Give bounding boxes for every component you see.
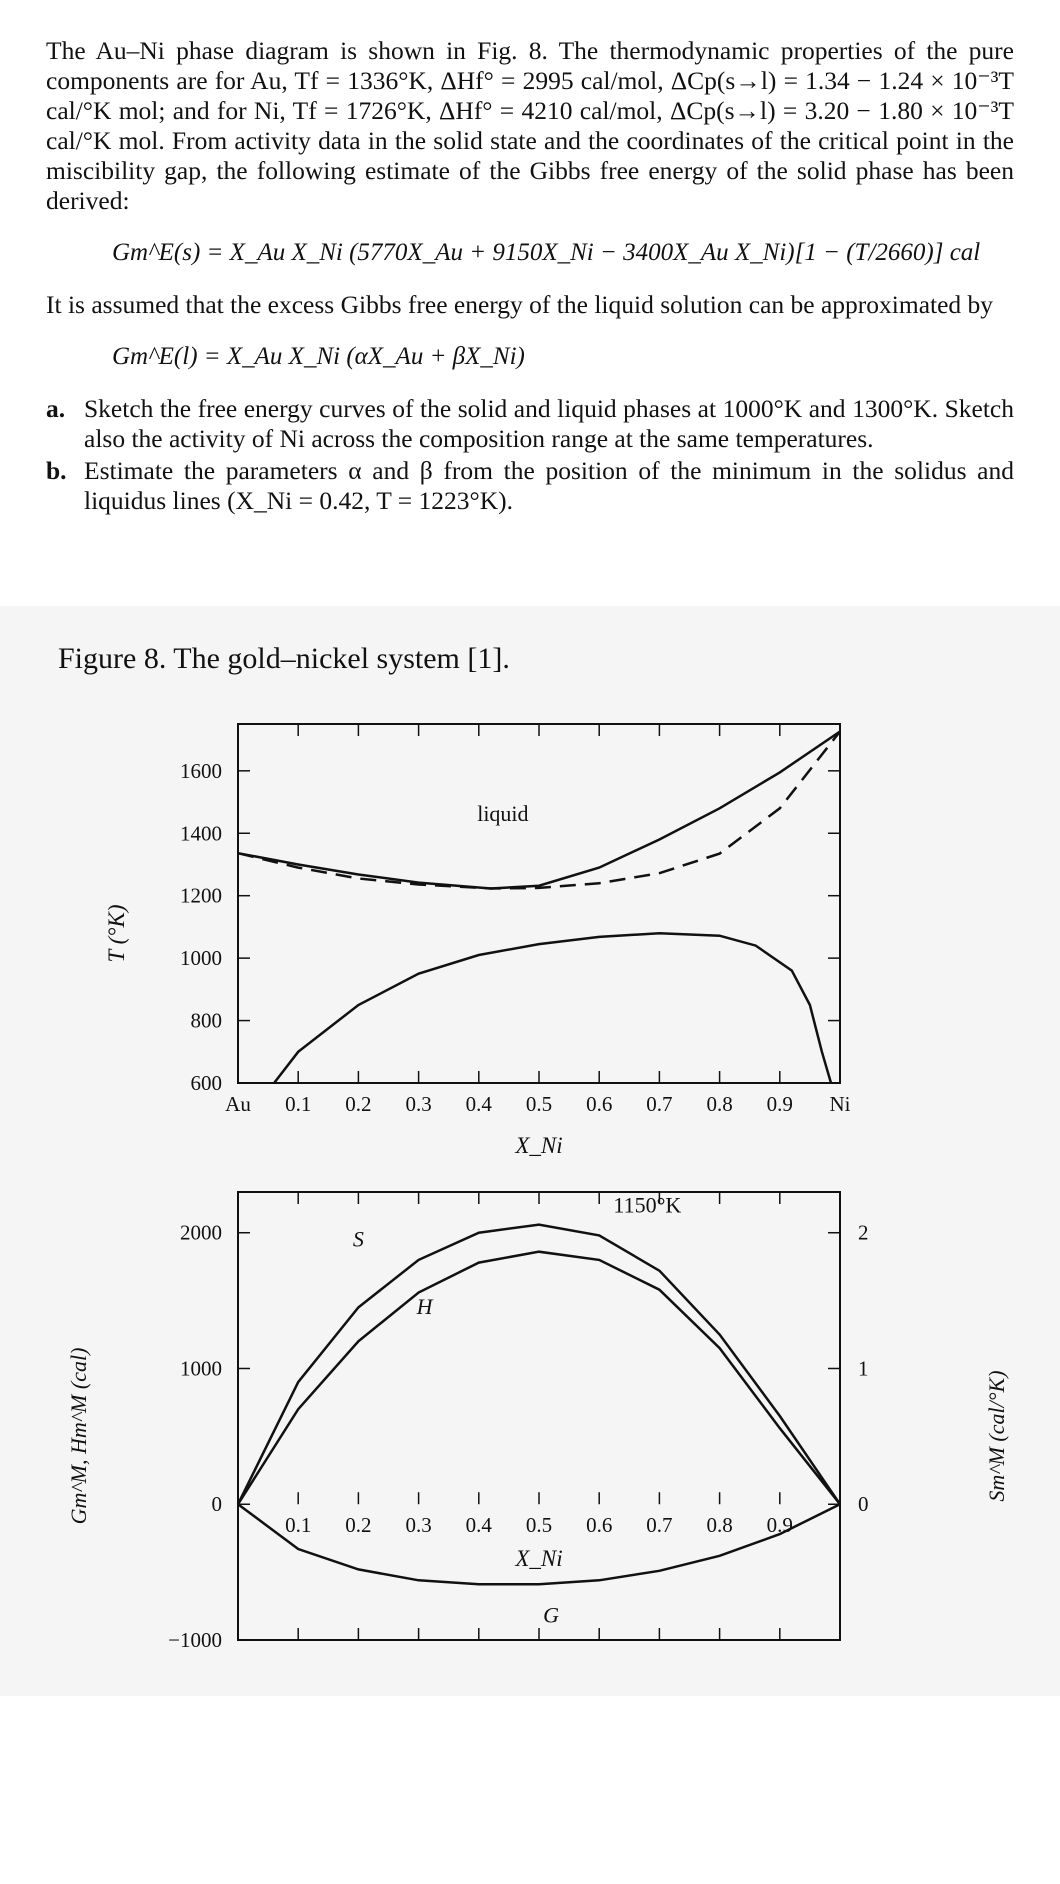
part-text: Sketch the free energy curves of the solid and liquid phases at 1000°K and 1300°K. Sketch also the activity of Ni across the composition range at the same temperatures. xyxy=(84,394,1014,453)
y-tick-label-right: 1 xyxy=(858,1356,869,1381)
equation-solid: Gm^E(s) = X_Au X_Ni (5770X_Au + 9150X_Ni − 3400X_Au X_Ni)[1 − (T/2660)] cal xyxy=(112,239,981,266)
y-tick-label-right: 0 xyxy=(858,1492,869,1517)
x-axis-label: X_Ni xyxy=(515,1133,563,1158)
x-tick-label: 0.1 xyxy=(285,1092,312,1116)
y-tick-label: 1600 xyxy=(180,758,222,783)
liquid-assumption: It is assumed that the excess Gibbs free energy of the liquid solution can be approximated by xyxy=(46,290,994,319)
x-tick-label: 0.9 xyxy=(766,1513,793,1538)
y-axis-label-right: Sm^M (cal/°K) xyxy=(984,1370,1009,1502)
x-tick-label: 0.5 xyxy=(525,1513,553,1538)
series-label-S: S xyxy=(352,1226,364,1252)
y-tick-label: 0 xyxy=(211,1492,222,1517)
x-tick-label: 0.6 xyxy=(586,1092,613,1116)
x-tick-label: 0.4 xyxy=(465,1513,492,1538)
y-axis-label: T (°K) xyxy=(104,904,129,963)
region-label-liquid: liquid xyxy=(477,800,529,826)
question-parts xyxy=(46,394,1014,516)
chart-title-temperature: 1150°K xyxy=(613,1192,682,1218)
series-label-H: H xyxy=(416,1294,433,1320)
series-label-G: G xyxy=(543,1602,559,1628)
x-tick-label: Au xyxy=(225,1092,251,1116)
x-axis-label: X_Ni xyxy=(515,1546,563,1572)
equation-liquid: Gm^E(l) = X_Au X_Ni (αX_Au + βX_Ni) xyxy=(112,343,525,370)
x-tick-label: 0.1 xyxy=(285,1513,312,1538)
y-axis-label: Gm^M, Hm^M (cal) xyxy=(66,1347,91,1525)
x-tick-label: 0.7 xyxy=(646,1513,673,1538)
x-tick-label: 0.5 xyxy=(525,1092,553,1116)
x-tick-label: 0.3 xyxy=(405,1092,432,1116)
x-tick-label: 0.2 xyxy=(345,1092,372,1116)
x-tick-label: Ni xyxy=(829,1092,851,1116)
y-tick-label-right: 2 xyxy=(858,1220,869,1245)
x-tick-label: 0.4 xyxy=(465,1092,492,1116)
x-tick-label: 0.3 xyxy=(405,1513,432,1538)
figure-area xyxy=(0,606,1060,1696)
y-tick-label: 1000 xyxy=(180,1356,222,1381)
x-tick-label: 0.8 xyxy=(706,1513,733,1538)
x-tick-label: 0.8 xyxy=(706,1092,733,1116)
y-tick-label: 600 xyxy=(190,1071,222,1095)
part-label: b. xyxy=(46,456,67,485)
y-tick-label: 1400 xyxy=(180,821,222,846)
x-tick-label: 0.2 xyxy=(345,1513,372,1538)
x-tick-label: 0.6 xyxy=(586,1513,613,1538)
x-tick-label: 0.9 xyxy=(766,1092,793,1116)
question-part-b xyxy=(46,456,1014,516)
part-label: a. xyxy=(46,394,66,423)
y-tick-label: 1200 xyxy=(180,883,222,908)
y-tick-label: −1000 xyxy=(168,1628,222,1652)
question-part-a xyxy=(46,394,1014,454)
figure-title: Figure 8. The gold–nickel system [1]. xyxy=(58,642,510,675)
problem-text xyxy=(46,36,1014,518)
x-tick-label: 0.7 xyxy=(646,1092,673,1116)
part-text: Estimate the parameters α and β from the position of the minimum in the solidus and liquidus lines (X_Ni = 0.42, T = 1223°K). xyxy=(84,456,1014,515)
y-tick-label: 1000 xyxy=(180,946,222,971)
y-tick-label: 2000 xyxy=(180,1220,222,1245)
problem-intro: The Au–Ni phase diagram is shown in Fig. 8. The thermodynamic properties of the pure components are for Au, Tf = 1336°K, ΔHf° = 2995 cal/mol, ΔCp(s→l) = 1.34 − 1.24 × 10⁻³T cal/°K mol; and for Ni, Tf = 1726°K, ΔHf° = 4210 cal/mol, ΔCp(s→l) = 3.20 − 1.80 × 10⁻³T cal/°K mol. From activity data in the solid state and the coordinates of the critical point in the miscibility gap, the following estimate of the Gibbs free energy of the solid phase has been derived: xyxy=(46,36,1014,215)
y-tick-label: 800 xyxy=(190,1008,222,1033)
